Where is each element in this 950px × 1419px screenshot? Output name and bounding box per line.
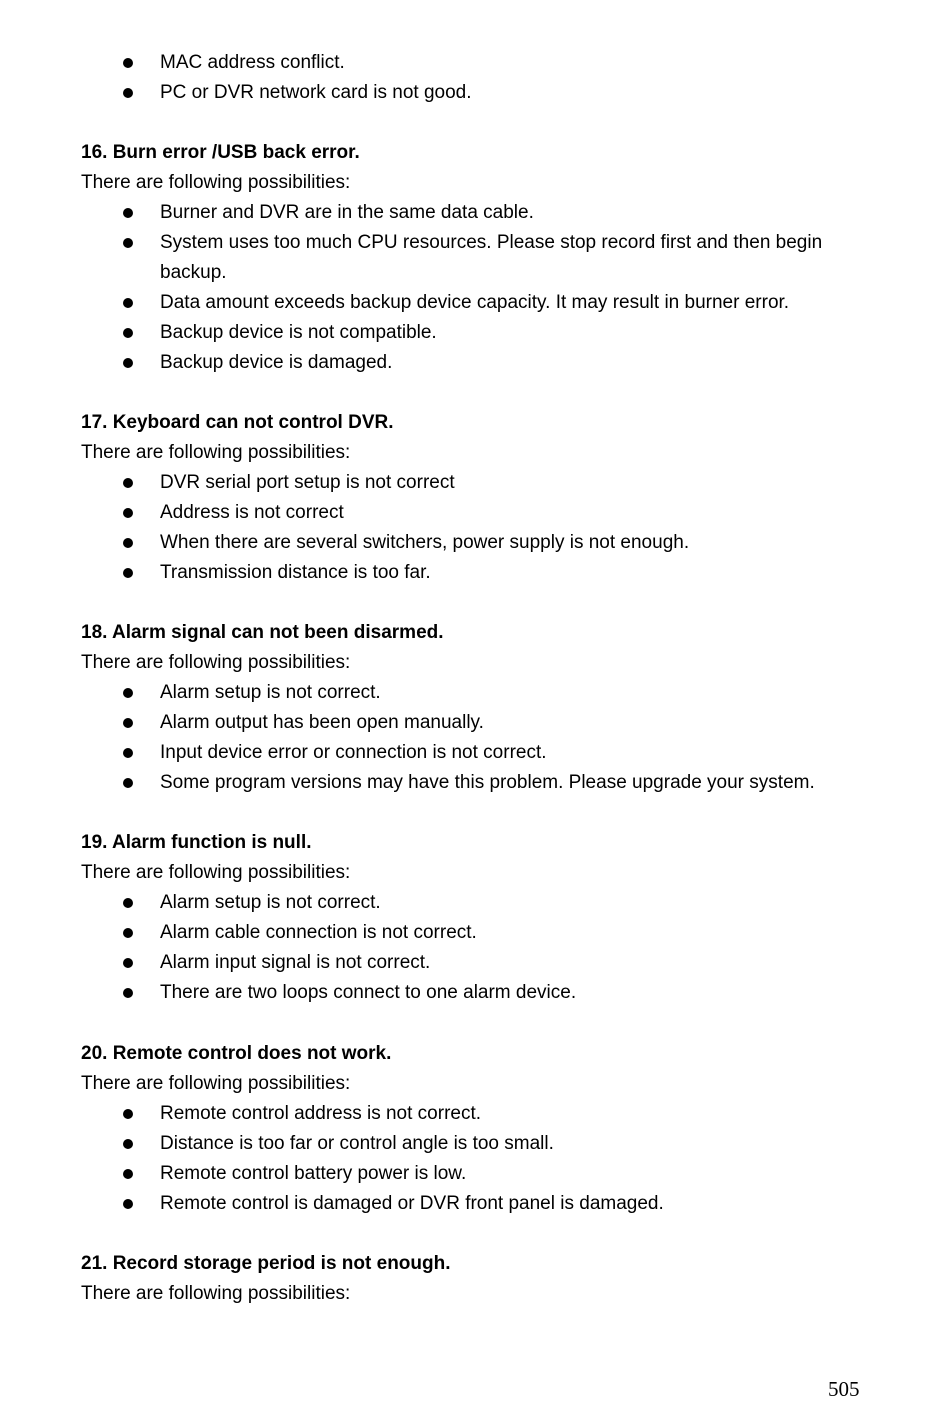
list-item-text: Remote control battery power is low.	[160, 1163, 467, 1184]
bullet-icon	[123, 88, 133, 98]
list-item	[0, 738, 950, 768]
bullet-list	[0, 468, 950, 588]
bullet-icon	[123, 748, 133, 758]
list-item-text: Backup device is damaged.	[160, 352, 393, 373]
bullet-icon	[123, 988, 133, 998]
list-item-text: Alarm output has been open manually.	[160, 712, 484, 733]
list-item	[0, 768, 950, 798]
list-item	[0, 1159, 950, 1189]
bullet-list	[0, 48, 950, 108]
list-item	[0, 678, 950, 708]
list-item	[0, 888, 950, 918]
bullet-icon	[123, 1199, 133, 1209]
list-item-text: Remote control address is not correct.	[160, 1103, 482, 1124]
bullet-icon	[123, 538, 133, 548]
bullet-icon	[123, 1139, 133, 1149]
list-item	[0, 918, 950, 948]
bullet-icon	[123, 358, 133, 368]
bullet-icon	[123, 208, 133, 218]
list-item	[0, 498, 950, 528]
list-item-text: Input device error or connection is not correct.	[160, 742, 547, 763]
section-intro: There are following possibilities:	[81, 1283, 351, 1304]
section-heading: 17. Keyboard can not control DVR.	[81, 412, 394, 433]
bullet-list	[0, 198, 950, 378]
list-item	[0, 948, 950, 978]
list-item-text: When there are several switchers, power supply is not enough.	[160, 532, 690, 553]
section-heading: 16. Burn error /USB back error.	[81, 142, 360, 163]
list-item-text: Data amount exceeds backup device capacity. It may result in burner error.	[160, 292, 790, 313]
section-intro: There are following possibilities:	[81, 1073, 351, 1094]
bullet-icon	[123, 958, 133, 968]
list-item-text: Alarm input signal is not correct.	[160, 952, 431, 973]
bullet-icon	[123, 58, 133, 68]
list-item-text: MAC address conflict.	[160, 52, 345, 73]
bullet-icon	[123, 928, 133, 938]
list-item-text: Transmission distance is too far.	[160, 562, 431, 583]
list-item	[0, 978, 950, 1008]
bullet-icon	[123, 718, 133, 728]
list-item	[0, 318, 950, 348]
list-item	[0, 348, 950, 378]
list-item-text: There are two loops connect to one alarm device.	[160, 982, 577, 1003]
bullet-icon	[123, 508, 133, 518]
list-item	[0, 1189, 950, 1219]
list-item-text: Alarm setup is not correct.	[160, 892, 381, 913]
list-item-text: PC or DVR network card is not good.	[160, 82, 472, 103]
list-item	[0, 528, 950, 558]
bullet-list	[0, 888, 950, 1008]
section-heading: 19. Alarm function is null.	[81, 832, 312, 853]
list-item	[0, 1099, 950, 1129]
bullet-icon	[123, 328, 133, 338]
bullet-icon	[123, 238, 133, 248]
section-intro: There are following possibilities:	[81, 862, 351, 883]
bullet-icon	[123, 1109, 133, 1119]
list-item	[0, 78, 950, 108]
bullet-list	[0, 1099, 950, 1219]
list-item-text: System uses too much CPU resources. Please stop record first and then begin backup.	[160, 232, 823, 283]
bullet-icon	[123, 898, 133, 908]
bullet-icon	[123, 1169, 133, 1179]
list-item-text: Alarm setup is not correct.	[160, 682, 381, 703]
bullet-icon	[123, 298, 133, 308]
section-heading: 20. Remote control does not work.	[81, 1043, 392, 1064]
list-item	[0, 228, 950, 288]
list-item	[0, 48, 950, 78]
list-item-text: Remote control is damaged or DVR front panel is damaged.	[160, 1193, 664, 1214]
section-heading: 18. Alarm signal can not been disarmed.	[81, 622, 444, 643]
list-item-text: Address is not correct	[160, 502, 344, 523]
bullet-icon	[123, 478, 133, 488]
section-intro: There are following possibilities:	[81, 172, 351, 193]
list-item	[0, 708, 950, 738]
list-item	[0, 198, 950, 228]
bullet-icon	[123, 688, 133, 698]
bullet-icon	[123, 568, 133, 578]
list-item	[0, 468, 950, 498]
bullet-list	[0, 678, 950, 798]
list-item-text: Burner and DVR are in the same data cable.	[160, 202, 534, 223]
list-item-text: Alarm cable connection is not correct.	[160, 922, 477, 943]
list-item-text: Backup device is not compatible.	[160, 322, 437, 343]
page-number: 505	[828, 1377, 860, 1401]
section-heading: 21. Record storage period is not enough.	[81, 1253, 451, 1274]
list-item	[0, 1129, 950, 1159]
list-item-text: Distance is too far or control angle is too small.	[160, 1133, 554, 1154]
section-intro: There are following possibilities:	[81, 442, 351, 463]
section-intro: There are following possibilities:	[81, 652, 351, 673]
list-item	[0, 558, 950, 588]
list-item-text: Some program versions may have this problem. Please upgrade your system.	[160, 772, 815, 793]
bullet-icon	[123, 778, 133, 788]
list-item	[0, 288, 950, 318]
list-item-text: DVR serial port setup is not correct	[160, 472, 455, 493]
